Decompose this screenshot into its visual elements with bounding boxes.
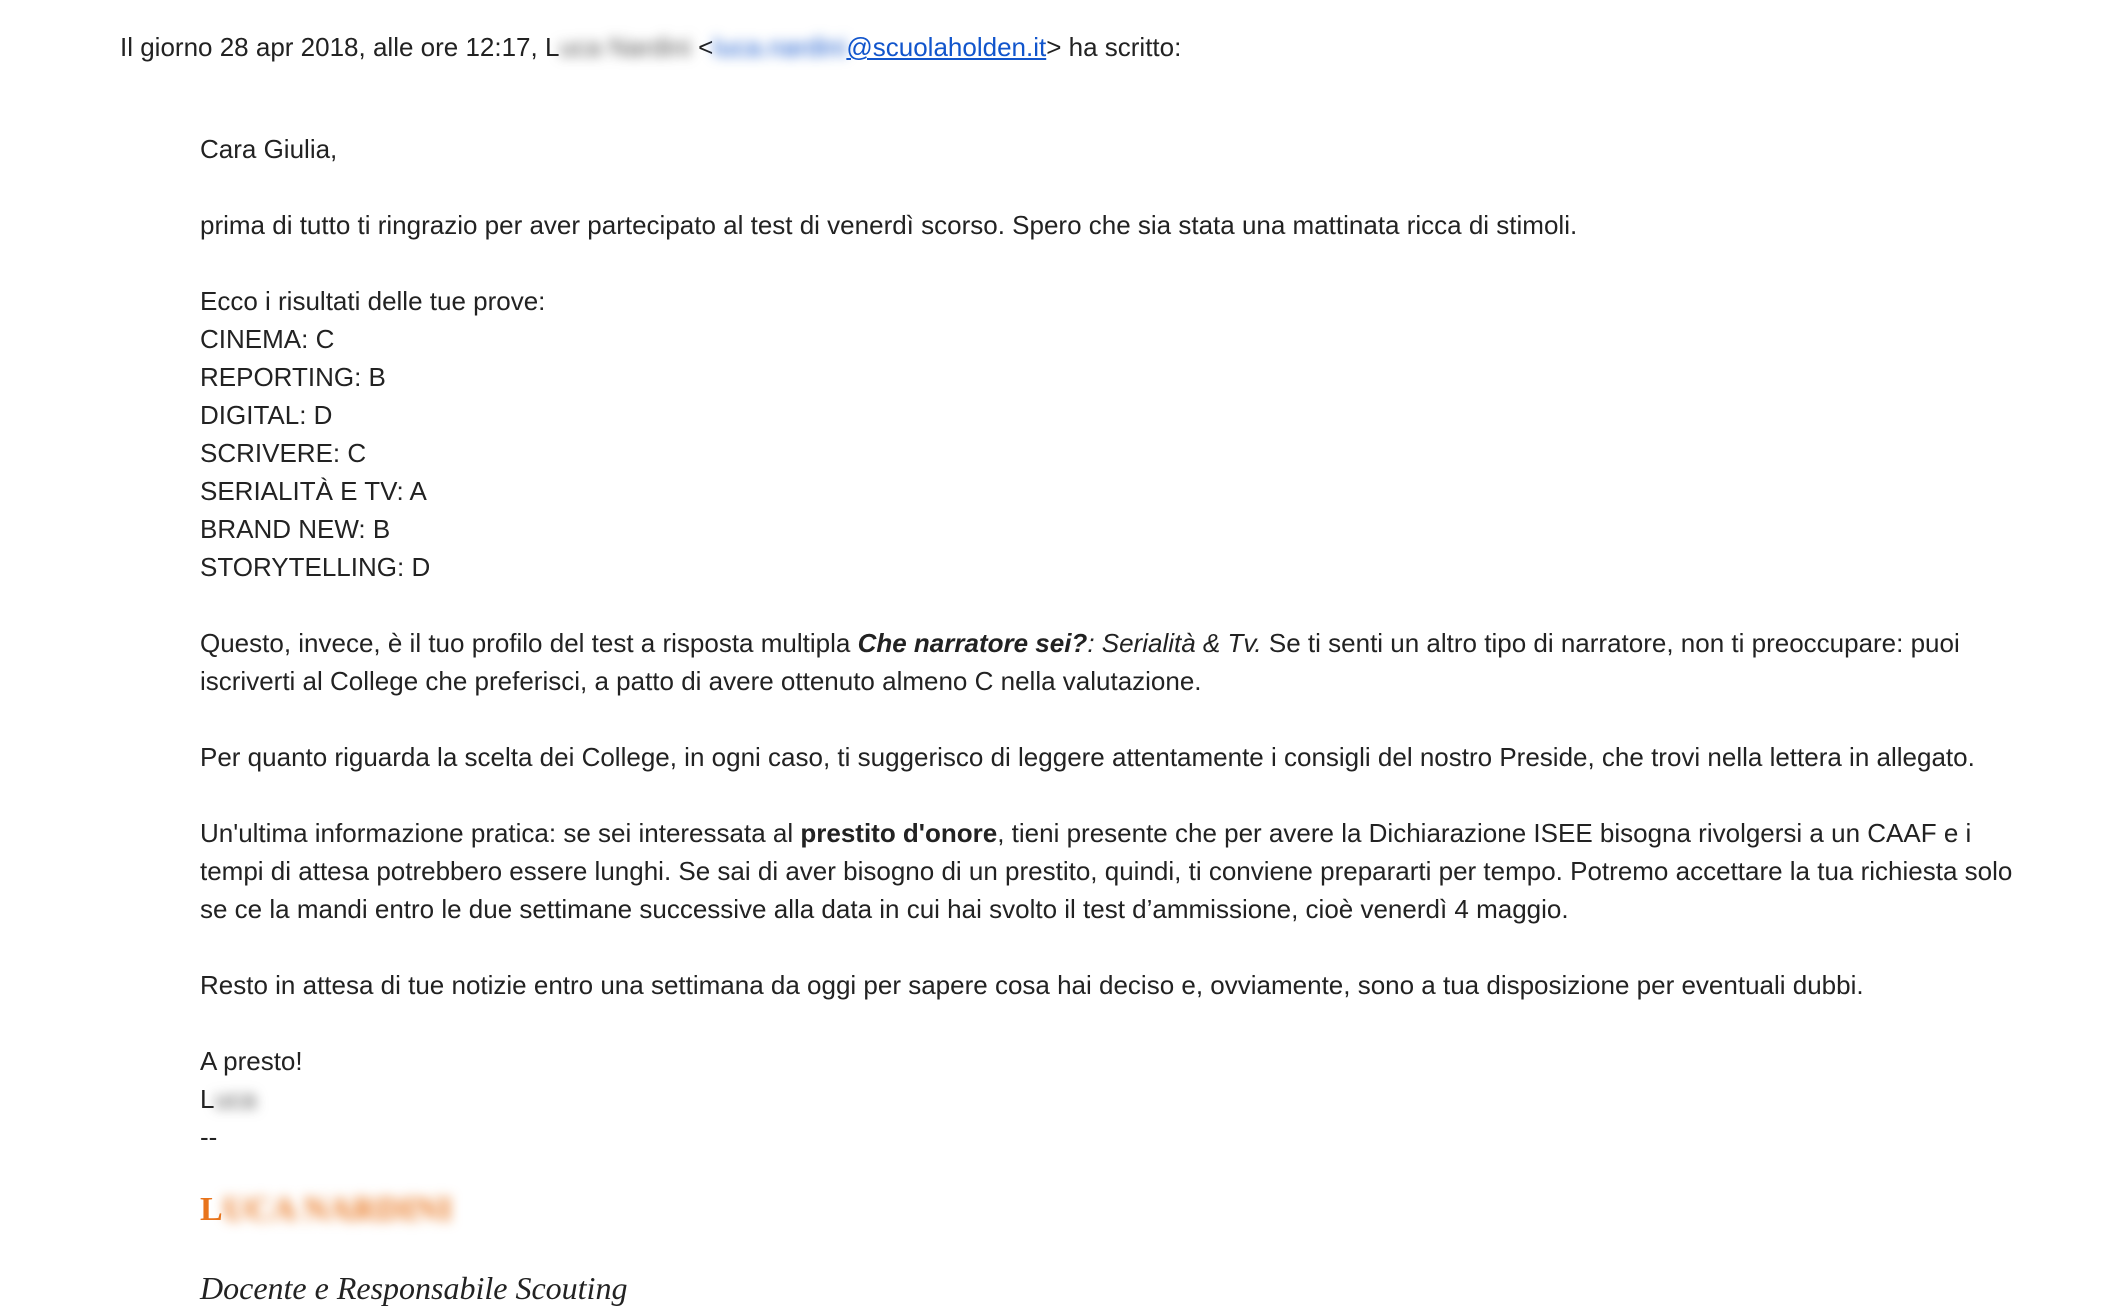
sender-signoff — [200, 1080, 2030, 1118]
email-domain: @scuolaholden.it — [846, 32, 1047, 62]
signoff-initial: L — [200, 1084, 215, 1114]
loan-text-b: , tieni presente che per avere la Dichiarazione ISEE bisogna rivolgersi a un CAAF e i tempi di attesa potrebbero essere lunghi. Se sai di aver bisogno di un prestito, quindi, ti conviene prepararti per tempo. Potremo accettare la tua richiesta solo se ce la mandi entro le due settimane successive alla data in cui hai svolto il test d’ammissione, cioè venerdì 4 maggio. — [200, 818, 2013, 924]
closing: A presto! — [200, 1046, 303, 1076]
email-local-redacted: luca.nardini — [713, 32, 847, 62]
result-item: BRAND NEW: B — [200, 514, 391, 544]
header-prefix: Il giorno 28 apr 2018, alle ore 12:17, L — [120, 32, 560, 62]
waiting-paragraph: Resto in attesa di tue notizie entro una settimana da oggi per sapere cosa hai deciso e, ovviamente, sono a tua disposizione per eventuali dubbi. — [200, 970, 1864, 1000]
signature-role: Docente e Responsabile Scouting — [200, 1270, 628, 1306]
header-lt: < — [690, 32, 714, 62]
result-item: STORYTELLING: D — [200, 552, 431, 582]
email-body — [200, 130, 2030, 1310]
result-item: CINEMA: C — [200, 324, 335, 354]
result-item: DIGITAL: D — [200, 400, 333, 430]
signature-name — [200, 1188, 2030, 1232]
profile-text-a: Questo, invece, è il tuo profilo del test a risposta multipla — [200, 628, 858, 658]
profile-result: : Serialità & Tv. — [1087, 628, 1262, 658]
sender-email-link[interactable] — [713, 32, 1046, 62]
results-list — [200, 320, 2030, 586]
signature-initial: L — [200, 1191, 223, 1228]
profile-paragraph — [200, 624, 2030, 700]
greeting: Cara Giulia, — [200, 134, 338, 164]
result-item: SCRIVERE: C — [200, 438, 367, 468]
results-intro: Ecco i risultati delle tue prove: — [200, 286, 546, 316]
intro-paragraph: prima di tutto ti ringrazio per aver partecipato al test di venerdì scorso. Spero che sia stata una mattinata ricca di stimoli. — [200, 210, 1578, 240]
signature-separator: -- — [200, 1122, 218, 1152]
signature-name-redacted: UCA NARDINI — [222, 1191, 453, 1228]
profile-text-b: Se ti senti un altro tipo di narratore, non ti preoccupare: puoi iscriverti al College che preferisci, a patto di avere ottenuto almeno C nella valutazione. — [200, 628, 1960, 696]
loan-paragraph — [200, 814, 2030, 928]
sender-name-redacted: uca Nardini — [559, 32, 691, 62]
result-item: SERIALITÀ E TV: A — [200, 476, 427, 506]
header-suffix: > ha scritto: — [1046, 32, 1182, 62]
loan-highlight: prestito d'onore — [800, 818, 998, 848]
result-item: REPORTING: B — [200, 362, 386, 392]
signoff-redacted: uca — [214, 1084, 257, 1114]
profile-test-name: Che narratore sei? — [857, 628, 1088, 658]
loan-text-a: Un'ultima informazione pratica: se sei interessata al — [200, 818, 801, 848]
quote-header — [120, 28, 1181, 66]
college-paragraph: Per quanto riguarda la scelta dei College, in ogni caso, ti suggerisco di leggere attentamente i consigli del nostro Preside, che trovi nella lettera in allegato. — [200, 742, 1975, 772]
